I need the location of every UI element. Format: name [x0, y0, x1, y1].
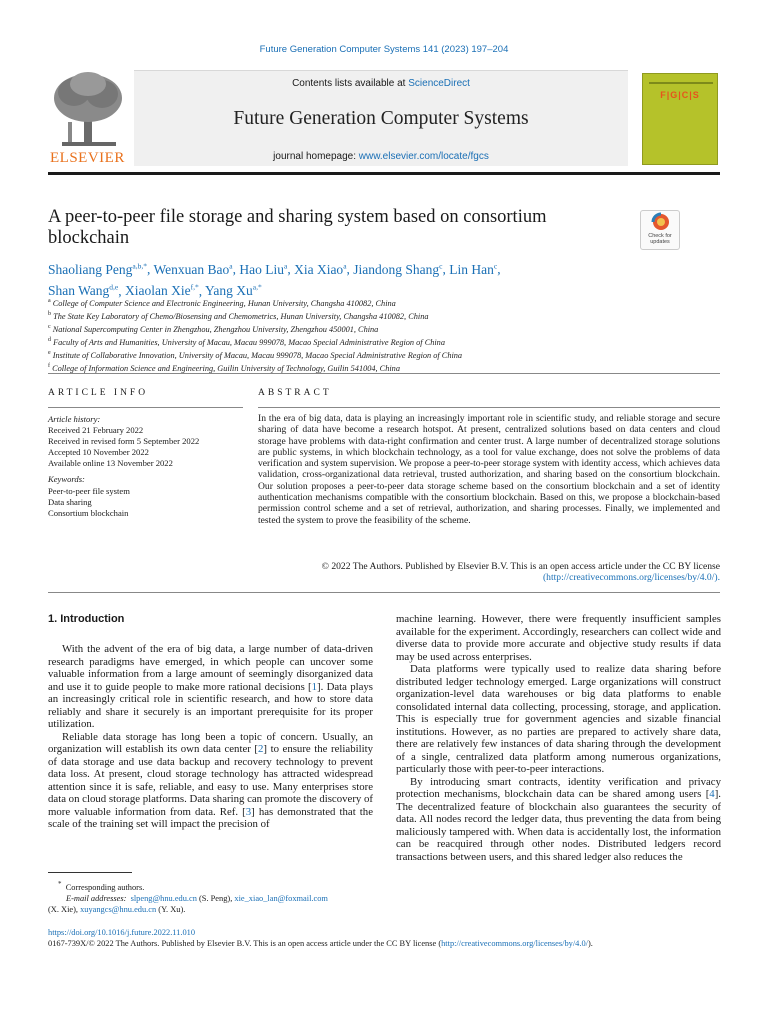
email-owner: (Y. Xu). — [156, 905, 186, 915]
author-name[interactable]: Xiaolan Xie$^{f,*}$ — [125, 282, 199, 298]
abstract-license — [258, 561, 720, 584]
contents-prefix: Contents lists available at — [292, 78, 409, 89]
footnote-mark: * — [58, 880, 62, 888]
text-span: ]. The decentralized feature of blockchain also guarantees the security of data. All nodes record the ledger data, thus preventing the data from being maliciously tampered with. When data is accidentally lost, the information can be reacquired through other nodes. Distributed ledgers record transactions between users, and this shared ledger also reduces the — [396, 788, 721, 863]
citation-ref-2[interactable]: 2 — [258, 743, 264, 755]
affiliation-text: National Supercomputing Center in Zhengzhou, Zhengzhou University, Zhengzhou 450001, China — [50, 324, 379, 334]
keyword-item: Consortium blockchain — [48, 507, 129, 518]
affiliation-mark: f — [48, 362, 50, 369]
author-name[interactable]: Wenxuan Bao$^a$ — [153, 261, 233, 277]
abstract-rule-top — [258, 407, 720, 408]
affiliation-item — [48, 296, 668, 309]
author-separator: , — [118, 283, 126, 298]
affiliation-text: Institute of Collaborative Innovation, University of Macau, Macau 999078, Macao Special Administrative Region of China — [50, 350, 463, 360]
issn-text: 0167-739X/© 2022 The Authors. Published by Elsevier B.V. This is an open access article under the CC BY license ( — [48, 939, 442, 948]
paragraph — [48, 731, 373, 831]
license-text: © 2022 The Authors. Published by Elsevier B.V. This is an open access article under the CC BY license — [321, 561, 720, 572]
text-span: With the advent of the era of big data, a large number of data-driven research paradigms have emerged, in which people can uncover some valuable information from a large amount of seemingly disorganized data and use it to guide people to make more rational decisions [ — [48, 643, 373, 693]
homepage-link[interactable]: www.elsevier.com/locate/fgcs — [358, 151, 489, 162]
cover-rule — [649, 82, 713, 84]
author-list — [48, 257, 648, 300]
author-affiliation-mark: f,* — [190, 282, 199, 292]
history-item: Received in revised form 5 September 2022 — [48, 436, 200, 447]
email-footnote — [48, 893, 378, 904]
sciencedirect-link[interactable]: ScienceDirect — [408, 78, 470, 89]
corresponding-footnote — [48, 879, 378, 893]
keywords-label: Keywords: — [48, 474, 85, 485]
author-affiliation-mark: a — [283, 261, 288, 270]
author-name[interactable]: Shaoliang Peng$^{a,b,*}$ — [48, 261, 147, 277]
author-affiliation-mark: c — [493, 261, 498, 270]
email-owner: (X. Xie), — [48, 905, 81, 915]
check-updates-label: Check for updates — [648, 233, 672, 245]
affiliation-item — [48, 322, 668, 335]
text-span: ] to ensure the reliability of data storage and use data backup and recovery technology to prevent data loss. At present, cloud storage technology has attracted widespread attention since it is safe, reliable, and easy to use. Many enterprises store data on cloud storage platforms. Data sharing can promote the discovery of more valuable information from data. Ref. [ — [48, 743, 374, 818]
journal-masthead — [134, 70, 628, 166]
abstract-text: In the era of big data, data is playing an increasingly important role in scientific study, and reliable storage and secure sharing of data have become a research hotspot. At present, centralized solutions based on data centers and cloud storage have problems with data-right confirmation and center trust. A large number of decentralized storage solutions are public systems, in which blockchain technology, as a tool for value exchange, does not solve the problems of data verification and system supervision. We propose a peer-to-peer storage system with identity access, which achieves data validation, cross-organizational data retrieval, trusted authorization, and sharing based on the consortium blockchain. Our solution proposes a peer-to-peer data storage scheme based on the consortium blockchain and a set of identity authentication mechanisms compatible with the consortium blockchain. Based on this, we propose a blockchain-based permission control scheme and a set of retrieval, authorization, and sharing processes. Finally, we implemented and tested the system to prove the feasibility of the scheme. — [258, 413, 720, 526]
check-updates-icon — [641, 211, 681, 233]
author-name[interactable]: Lin Han$^c$ — [449, 261, 498, 277]
email-link-xu[interactable]: xuyangcs@hnu.edu.cn — [80, 905, 157, 915]
paragraph — [396, 776, 721, 864]
affiliation-text: College of Computer Science and Electronic Engineering, Hunan University, Changsha 410082, China — [50, 298, 396, 308]
affiliation-text: College of Information Science and Engineering, Guilin University of Technology, Guilin 541004, China — [50, 363, 400, 373]
paragraph: machine learning. However, there were frequently insufficient samples available for the experiment. Accordingly, researchers can collect wide and diverse data to provide more accurate and objective study results if data may be used across enterprises. — [396, 613, 721, 663]
cc-license-link[interactable]: http://creativecommons.org/licenses/by/4.0/ — [441, 939, 588, 948]
author-affiliation-mark: a — [343, 261, 347, 270]
abstract-heading: ABSTRACT — [258, 388, 332, 398]
contents-line — [134, 78, 628, 89]
affiliation-item — [48, 309, 668, 322]
author-name[interactable]: Jiandong Shang$^c$ — [353, 261, 443, 277]
homepage-prefix: journal homepage: — [273, 151, 359, 162]
keywords-block — [48, 474, 243, 518]
body-column-right — [396, 613, 721, 863]
author-name[interactable]: Yang $Xu^{a,*}$ — [205, 282, 262, 298]
abstract-rule-bottom — [48, 592, 720, 593]
paragraph: Data platforms were typically used to realize data sharing before distributed ledger technology emerged. Large organizations will construct organization-level data warehouses or big data platforms to enable consolidated internal data collecting, processing, storage, and application. This is especially true for government agencies and sizable financial institutions. However, as no parties are prepared to actively share data, there are relatively few instances of data sharing through the development of a single, centralized data platform among numerous organizations, particularly those with peer-to-peer interactions. — [396, 663, 721, 775]
text-span: By introducing smart contracts, identity verification and privacy protection mechanisms, blockchain data can be shared among users [ — [396, 775, 721, 800]
paper-title: A peer-to-peer file storage and sharing system based on consortium blockchain — [48, 207, 547, 248]
article-info-rule — [48, 407, 243, 408]
footnote-rule — [48, 872, 132, 873]
affiliation-item — [48, 361, 668, 374]
author-name[interactable]: Xia Xiao$^a$ — [294, 261, 347, 277]
citation-ref-3[interactable]: 3 — [245, 805, 252, 818]
cover-title: F|G|C|S — [660, 90, 700, 100]
license-link[interactable]: (http://creativecommons.org/licenses/by/4.0/). — [542, 572, 720, 584]
affiliation-rule — [48, 373, 720, 374]
author-affiliation-mark: a,b,* — [132, 261, 147, 270]
email-link-peng[interactable]: slpeng@hnu.edu.cn — [130, 894, 197, 903]
elsevier-wordmark: ELSEVIER — [50, 150, 125, 166]
author-separator: , — [442, 261, 450, 277]
elsevier-tree-logo — [48, 70, 130, 166]
affiliation-mark: e — [48, 349, 51, 356]
header-rule — [48, 172, 720, 175]
introduction-heading: 1. Introduction — [48, 613, 125, 625]
bottom-metadata — [48, 927, 748, 949]
journal-citation[interactable]: Future Generation Computer Systems 141 (2023) 197–204 — [259, 44, 509, 55]
author-separator: , — [198, 283, 205, 298]
keyword-item: Peer-to-peer file system — [48, 485, 130, 496]
affiliation-mark: a — [48, 298, 51, 304]
citation-ref-1[interactable]: 1 — [311, 680, 318, 693]
author-affiliation-mark: a,* — [252, 282, 262, 292]
homepage-line — [134, 151, 628, 162]
author-affiliation-mark: c — [439, 261, 443, 270]
tree-icon — [48, 70, 130, 150]
author-separator: , — [346, 261, 354, 277]
check-for-updates-button[interactable] — [640, 210, 680, 250]
author-name[interactable]: Hao Liu$^a$ — [239, 261, 288, 277]
affiliation-text: Faculty of Arts and Humanities, University of Macau, Macau 999078, Macao Special Administrative Region of China — [51, 337, 445, 347]
affiliation-text: The State Key Laboratory of Chemo/Biosensing and Chemometrics, Hunan University, Changsha 410082, China — [51, 311, 429, 321]
affiliation-item — [48, 335, 668, 348]
text-span: ]. Data plays an increasingly critical role in scientific research, and how to store data reliably and share it securely is an important prerequisite for its proper utilization. — [48, 680, 373, 730]
article-info-heading: ARTICLE INFO — [48, 388, 149, 398]
doi-link[interactable]: https://doi.org/10.1016/j.future.2022.11.010 — [48, 928, 196, 937]
history-label: Article history: — [48, 414, 101, 424]
journal-cover-image — [642, 73, 718, 165]
history-item: Received 21 February 2022 — [48, 425, 144, 436]
affiliation-mark: d — [48, 336, 51, 343]
email-owner: (S. Peng), — [196, 894, 235, 903]
corresponding-text: Corresponding authors. — [65, 882, 145, 892]
citation-ref-4[interactable]: 4 — [709, 788, 715, 800]
affiliation-mark: c — [48, 323, 51, 330]
journal-title: Future Generation Computer Systems — [233, 108, 529, 129]
issn-end: ). — [587, 939, 593, 948]
author-name[interactable]: Shan Wang$^{d,e}$ — [48, 282, 119, 298]
email-link-xie[interactable]: xie_xiao_lan@foxmail.com — [234, 894, 328, 903]
email-footnote-cont — [48, 904, 378, 915]
issn-line — [48, 938, 748, 949]
article-info-panel — [48, 414, 243, 519]
affiliation-list — [48, 296, 668, 374]
email-label: E-mail addresses: — [66, 894, 127, 903]
author-affiliation-mark: d,e — [109, 282, 119, 292]
affiliation-mark: b — [48, 310, 51, 317]
affiliation-item — [48, 348, 668, 361]
keyword-item: Data sharing — [48, 496, 92, 507]
author-separator: , — [146, 261, 154, 277]
author-affiliation-mark: a — [229, 261, 233, 270]
author-separator: , — [232, 261, 240, 277]
paragraph — [48, 643, 373, 731]
text-span: Reliable data storage has long been a topic of concern. Usually, an organization will establish its own data center [ — [48, 730, 373, 755]
text-span: ] has demonstrated that the scale of the training set will impact the precision of — [48, 805, 373, 830]
author-separator: , — [287, 261, 295, 277]
history-item: Available online 13 November 2022 — [48, 458, 173, 469]
body-column-left — [48, 643, 373, 831]
footnotes — [48, 879, 378, 915]
author-separator: , — [497, 261, 501, 277]
journal-header — [48, 70, 720, 170]
history-item: Accepted 10 November 2022 — [48, 447, 149, 458]
